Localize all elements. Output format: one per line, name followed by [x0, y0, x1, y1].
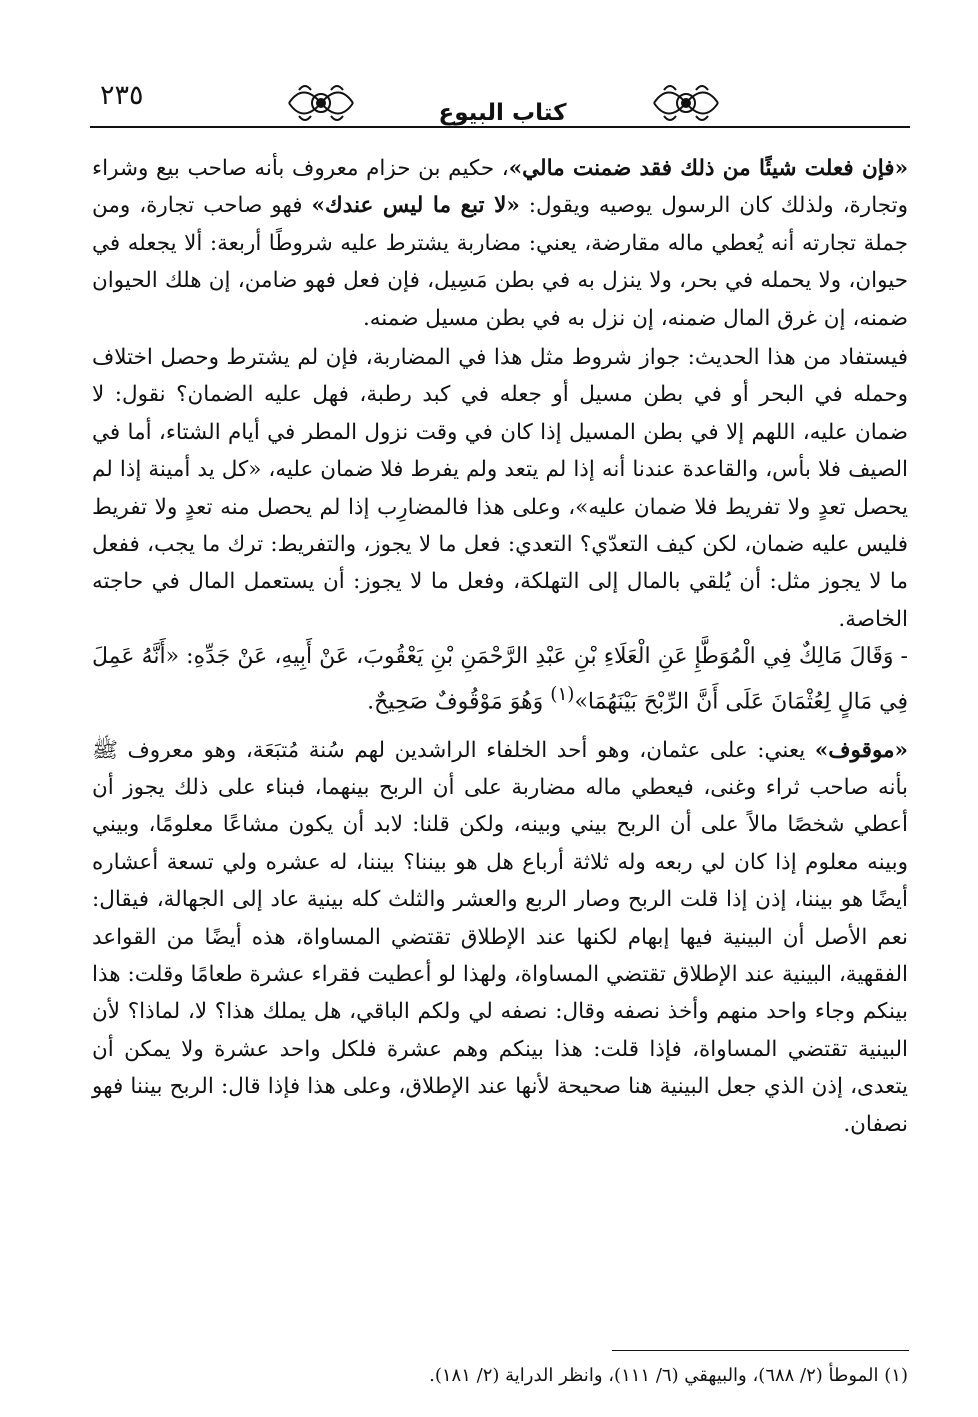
header-rule [90, 126, 910, 128]
paragraph: فيستفاد من هذا الحديث: جواز شروط مثل هذا في المضاربة، فإن لم يشترط وحصل اختلاف وحمله في البحر أو في بطن مسيل أو جعله في كبد رطبة، فهل عليه الضمان؟ نقول: لا ضمان عليه، اللهم إلا في بطن المسيل إذا كان في وقت نزول المطر في أيام الشتاء، أما في الصيف فلا بأس، والقاعدة عندنا أنه إذا لم يتعد ولم يفرط فلا ضمان عليه، «كل يد أمينة إذا لم يحصل تعدٍ ولا تفريط فلا ضمان عليه»، وعلى هذا فالمضارِب إذا لم يحصل منه تعدٍ ولا تفريط فليس عليه ضمان، لكن كيف التعدّي؟ التعدي: فعل ما لا يجوز، والتفريط: ترك ما يجب، ففعل ما لا يجوز مثل: أن يُلقي بالمال إلى التهلكة، وفعل ما لا يجوز: أن يستعمل المال في حاجته الخاصة. [92, 345, 908, 632]
floral-ornament-icon [285, 78, 357, 128]
page-header [80, 70, 910, 142]
hadith-quote: «لا تبع ما ليس عندك» [311, 193, 520, 219]
hadith-grade: وَهُوَ مَوْقُوفٌ صَحِيحٌ. [367, 689, 551, 715]
hadith-quote: «موقوف» [814, 737, 908, 763]
chapter-title: كتاب البيوع [438, 100, 567, 126]
floral-ornament-icon [650, 78, 722, 128]
paragraph-text: ، حكيم بن حزام معروف بأنه صاحب بيع وشراء وتجارة، ولذلك كان الرسول يوصيه ويقول: [92, 156, 908, 219]
hadith-text [92, 638, 908, 721]
paragraph-text: يعني: على عثمان، وهو أحد الخلفاء الراشدين لهم سُنة مُتبَعَة، وهو معروف ﷺ بأنه صاحب ثراء وغنى، فيعطي ماله مضاربة على أن الربح بينهما، فبناء على ذلك يجوز أن أعطي شخصًا مالاً على أن الربح بيني وبينه، ولكن قلنا: لابد أن يكون مشاعًا معلومًا، وبيني وبينه معلوم إذا كان لي ربعه وله ثلاثة أرباع هل هو بيننا؟ بيننا، له عشره ولي تسعة أعشاره أيضًا هو بيننا، إذن إذا قلت الربح وصار الربع والعشر والثلث كله بينية عاد إلى الجهالة، فيقال: نعم الأصل أن البينية فيها إبهام لكنها عند الإطلاق تقتضي المساواة، هذه أيضًا من القواعد الفقهية، البينية عند الإطلاق تقتضي المساواة، ولهذا لو أعطيت فقراء عشرة طعامًا وقلت: هذا بينكم وجاء واحد منهم وأخذ نصفه وقال: نصفه لي ولكم الباقي، هل يملك هذا؟ لا، لماذا؟ لأن البينية تقتضي المساواة، فإذا قلت: هذا بينكم وهم عشرة فلكل واحد عشرة ولا يمكن أن يتعدى، إذن الذي جعل البينية هنا صحيحة لأنها عند الإطلاق، وعلى هذا فإذا قال: الربح بيننا فهو نصفان. [92, 737, 908, 1137]
paragraph [92, 732, 908, 1143]
footnote-rule [612, 1350, 909, 1351]
page-number: ٢٣٥ [100, 80, 144, 111]
footnote-reference[interactable]: (١) [550, 684, 575, 706]
footnote: (١) الموطأ (٢/ ٦٨٨)، والبيهقي (٦/ ١١١)، وانظر الدراية (٢/ ١٨١). [429, 1365, 908, 1386]
hadith-text-body: - وَقَالَ مَالِكٌ فِي الْمُوَطَّإِ عَنِ الْعَلَاءِ بْنِ عَبْدِ الرَّحْمَنِ بْنِ يَعْقُوبَ، عَنْ أَبِيهِ، عَنْ جَدِّهِ: «أَنَّهُ عَمِلَ فِي مَالٍ لِعُثْمَانَ عَلَى أَنَّ الرِّبْحَ بَيْنَهُمَا» [92, 644, 908, 715]
hadith-quote: «فإن فعلت شيئًا من ذلك فقد ضمنت مالي» [508, 156, 909, 181]
paragraph-text: فهو صاحب تجارة، ومن جملة تجارته أنه يُعطي ماله مقارضة، يعني: مضاربة يشترط عليه شروطًا أربعة: ألا يجعله في حيوان، ولا يحمله في بحر، ولا ينزل به في بطن مَسِيل، فإن فعل فهو ضامن، إن هلك الحيوان ضمنه، إن غرق المال ضمنه، إن نزل به في بطن مسيل ضمنه. [92, 193, 908, 331]
paragraph [92, 150, 908, 337]
main-text [92, 150, 908, 1143]
